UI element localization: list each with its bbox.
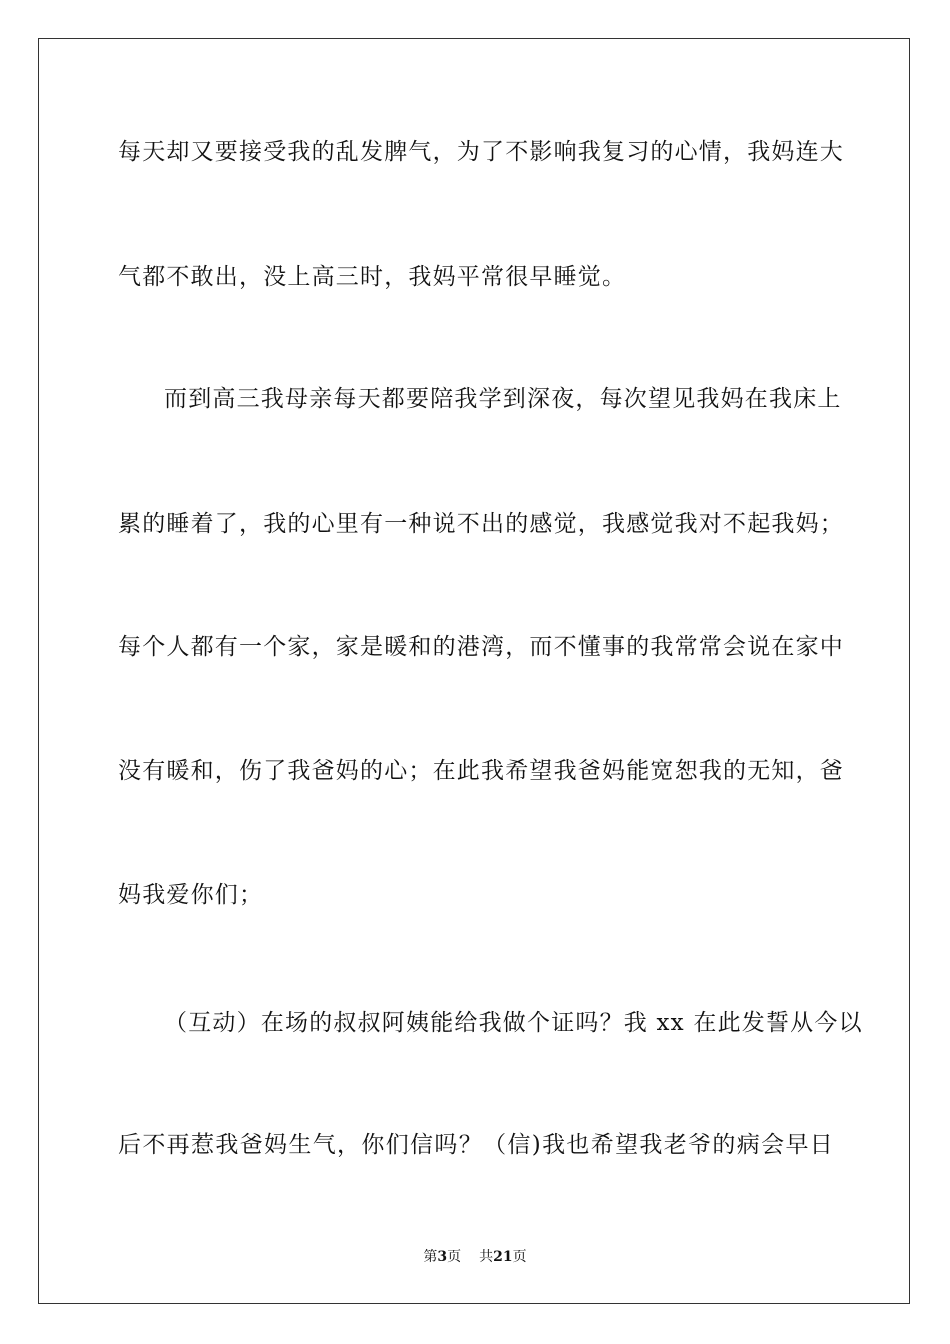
paragraph-line: 而到高三我母亲每天都要陪我学到深夜，每次望见我妈在我床上 [164,386,842,412]
paragraph-line: 没有暖和，伤了我爸妈的心；在此我希望我爸妈能宽恕我的无知，爸 [118,758,844,784]
page-total: 21 [493,1249,513,1265]
page-border [38,38,910,1304]
paragraph-line: 每天却又要接受我的乱发脾气，为了不影响我复习的心情，我妈连大 [118,139,844,165]
total-prefix: 共 [479,1249,494,1265]
paragraph-line: 每个人都有一个家，家是暖和的港湾，而不懂事的我常常会说在家中 [118,634,844,660]
paragraph-line: 后不再惹我爸妈生气，你们信吗？（信)我也希望我老爷的病会早日 [118,1132,834,1158]
paragraph-line: （互动）在场的叔叔阿姨能给我做个证吗？我 xx 在此发誓从今以 [164,1010,863,1036]
page-suffix: 页 [447,1249,462,1265]
page-number: 3 [437,1249,448,1265]
paragraph-line: 累的睡着了，我的心里有一种说不出的感觉，我感觉我对不起我妈； [118,511,844,537]
paragraph-line: 气都不敢出，没上高三时，我妈平常很早睡觉。 [118,264,627,290]
total-suffix: 页 [512,1249,527,1265]
page-footer [0,1248,950,1266]
paragraph-line: 妈我爱你们； [118,882,264,908]
page-prefix: 第 [423,1249,438,1265]
